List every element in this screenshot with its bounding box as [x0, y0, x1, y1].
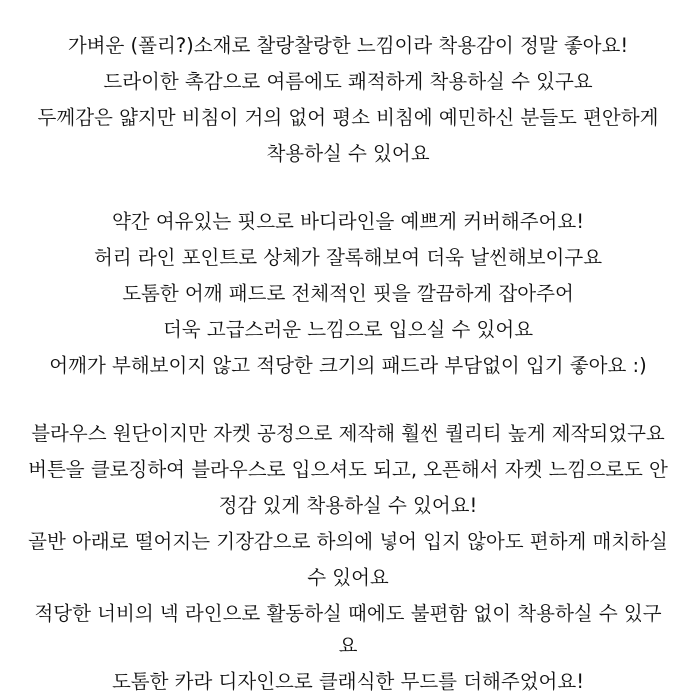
- text-line: 요: [338, 634, 358, 657]
- text-line: 가벼운 (폴리?)소재로 찰랑찰랑한 느낌이라 착용감이 정말 좋아요!: [67, 34, 629, 57]
- text-line: 수 있어요: [307, 566, 389, 589]
- text-line: 드라이한 촉감으로 여름에도 쾌적하게 착용하실 수 있구요: [103, 70, 593, 93]
- text-line: 허리 라인 포인트로 상체가 잘록해보여 더욱 날씬해보이구요: [93, 246, 603, 269]
- text-line: 더욱 고급스러운 느낌으로 입으실 수 있어요: [162, 318, 534, 341]
- text-line: 정감 있게 착용하실 수 있어요!: [218, 494, 478, 517]
- text-line: 블라우스 원단이지만 자켓 공정으로 제작해 훨씬 퀄리티 높게 제작되었구요: [31, 422, 665, 445]
- text-line: 골반 아래로 떨어지는 기장감으로 하의에 넣어 입지 않아도 편하게 매치하실: [28, 530, 668, 553]
- text-line: 어깨가 부해보이지 않고 적당한 크기의 패드라 부담없이 입기 좋아요 :): [49, 354, 647, 377]
- text-line: 약간 여유있는 핏으로 바디라인을 예쁘게 커버해주어요!: [111, 210, 585, 233]
- text-line: 도톰한 카라 디자인으로 클래식한 무드를 더해주었어요!: [111, 670, 585, 693]
- text-line: 착용하실 수 있어요: [266, 142, 430, 165]
- text-line: 두께감은 얇지만 비침이 거의 없어 평소 비침에 예민하신 분들도 편안하게: [37, 106, 659, 129]
- text-line: 적당한 너비의 넥 라인으로 활동하실 때에도 불편함 없이 착용하실 수 있구: [34, 602, 662, 625]
- text-line: 도톰한 어깨 패드로 전체적인 핏을 깔끔하게 잡아주어: [122, 282, 574, 305]
- text-line: 버튼을 클로징하여 블라우스로 입으셔도 되고, 오픈해서 자켓 느낌으로도 안: [28, 458, 668, 481]
